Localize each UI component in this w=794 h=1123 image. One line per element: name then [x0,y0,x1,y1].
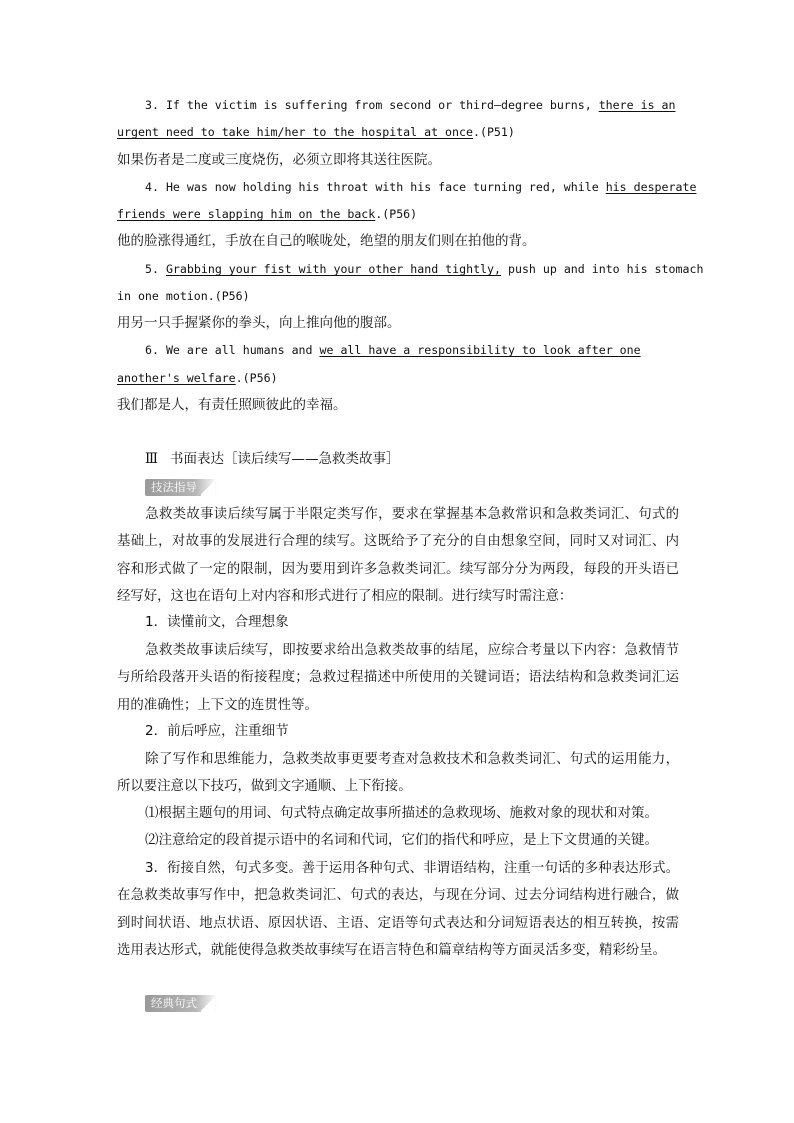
sentence-5-number: 5. [145,262,166,276]
sentence-3-line-2 [117,122,515,142]
skills-guide-tag [145,479,217,496]
sentence-3-underlined: there is an [598,98,676,112]
sentence-3-page-ref: .(P51) [472,125,515,139]
sentence-4-underlined-cont: friends were slapping him on the back [117,207,376,221]
point-2-heading: 2．前后呼应，注重细节 [145,723,289,739]
sentence-6-line-1 [145,340,641,360]
intro-text: 急救类故事读后续写属于半限定类写作，要求在掌握基本急救常识和急救类词汇、句式的基础上，对故事的发展进行合理的续写。这既给予了充分的自由想象空间，同时又对词汇、内容和形式做了一定的限制，因为要用到许多急救类词汇。续写部分分为两段，每段的开头语已经写好，这也在语句上对内容和形式进行了相应的限制。进行续写时需注意： [117,507,679,604]
sentence-4-line-2 [117,204,417,224]
point-2-paragraph [117,746,679,801]
point-1-paragraph [117,637,679,719]
sentence-5-line-1 [145,259,703,279]
classic-patterns-tag [145,995,217,1012]
sentence-4-text: 4. He was now holding his throat with his face turning red, while [145,180,606,194]
skills-guide-label: 技法指导 [151,480,197,494]
sentence-5-text-cont: in one motion.(P56) [117,289,250,303]
sentence-4-translation: 他的脸涨得通红，手放在自己的喉咙处，绝望的朋友们则在拍他的背。 [117,233,536,249]
sentence-6-line-2 [117,368,278,388]
sentence-4-line-1 [145,177,696,197]
section-numeral: Ⅲ [145,451,159,467]
tip-2: ⑵注意给定的段首提示语中的名词和代词，它们的指代和呼应，是上下文贯通的关键。 [145,832,658,848]
sentence-3-underlined-cont: urgent need to take him/her to the hospital at once [117,125,473,139]
tip-1: ⑴根据主题句的用词、句式特点确定故事所描述的急救现场、施救对象的现状和对策。 [145,805,658,821]
sentence-5-underlined: Grabbing your fist with your other hand tightly, [165,262,501,276]
classic-patterns-label: 经典句式 [151,996,197,1010]
point-1-text: 急救类故事读后续写，即按要求给出急救类故事的结尾，应综合考量以下内容：急救情节与所给段落开头语的衔接程度；急救过程描述中所使用的关键词语；语法结构和急救类词汇运用的准确性；上下文的连贯性等。 [117,643,679,713]
point-1-heading: 1．读懂前文，合理想象 [145,614,289,630]
sentence-4-page-ref: .(P56) [375,207,418,221]
point-3-text: 3．衔接自然，句式多变。善于运用各种句式、非谓语结构，注重一句话的多种表达形式。在急救类故事写作中，把急救类词汇、句式的表达，与现在分词、过去分词结构进行融合，做到时间状语、地点状语、原因状语、主语、定语等句式表达和分词短语表达的相互转换，按需选用表达形式，就能使得急救类故事续写在语言特色和篇章结构等方面灵活多变，精彩纷呈。 [117,861,679,958]
sentence-3-line-1 [145,95,675,115]
sentence-6-translation: 我们都是人，有责任照顾彼此的幸福。 [117,397,347,413]
sentence-5-line-2 [117,286,250,306]
sentence-4-underlined: his desperate [605,180,697,194]
sentence-3-text: 3. If the victim is suffering from second or third—degree burns, [145,98,599,112]
section-title: 书面表达［读后续写——急救类故事］ [170,451,400,467]
sentence-6-page-ref: .(P56) [235,371,278,385]
point-2-text: 除了写作和思维能力，急救类故事更要考查对急救技术和急救类词汇、句式的运用能力，所以要注意以下技巧，做到文字通顺、上下衔接。 [117,752,679,795]
sentence-6-underlined: we all have a responsibility to look after one [319,343,641,357]
sentence-6-text: 6. We are all humans and [145,343,320,357]
section-heading [145,449,400,469]
sentence-5-translation: 用另一只手握紧你的拳头，向上推向他的腹部。 [117,315,401,331]
point-3-paragraph [117,855,679,964]
intro-paragraph [117,501,679,610]
sentence-5-text: push up and into his stomach [501,262,704,276]
sentence-3-translation: 如果伤者是二度或三度烧伤，必须立即将其送往医院。 [117,152,441,168]
sentence-6-underlined-cont: another's welfare [117,371,236,385]
